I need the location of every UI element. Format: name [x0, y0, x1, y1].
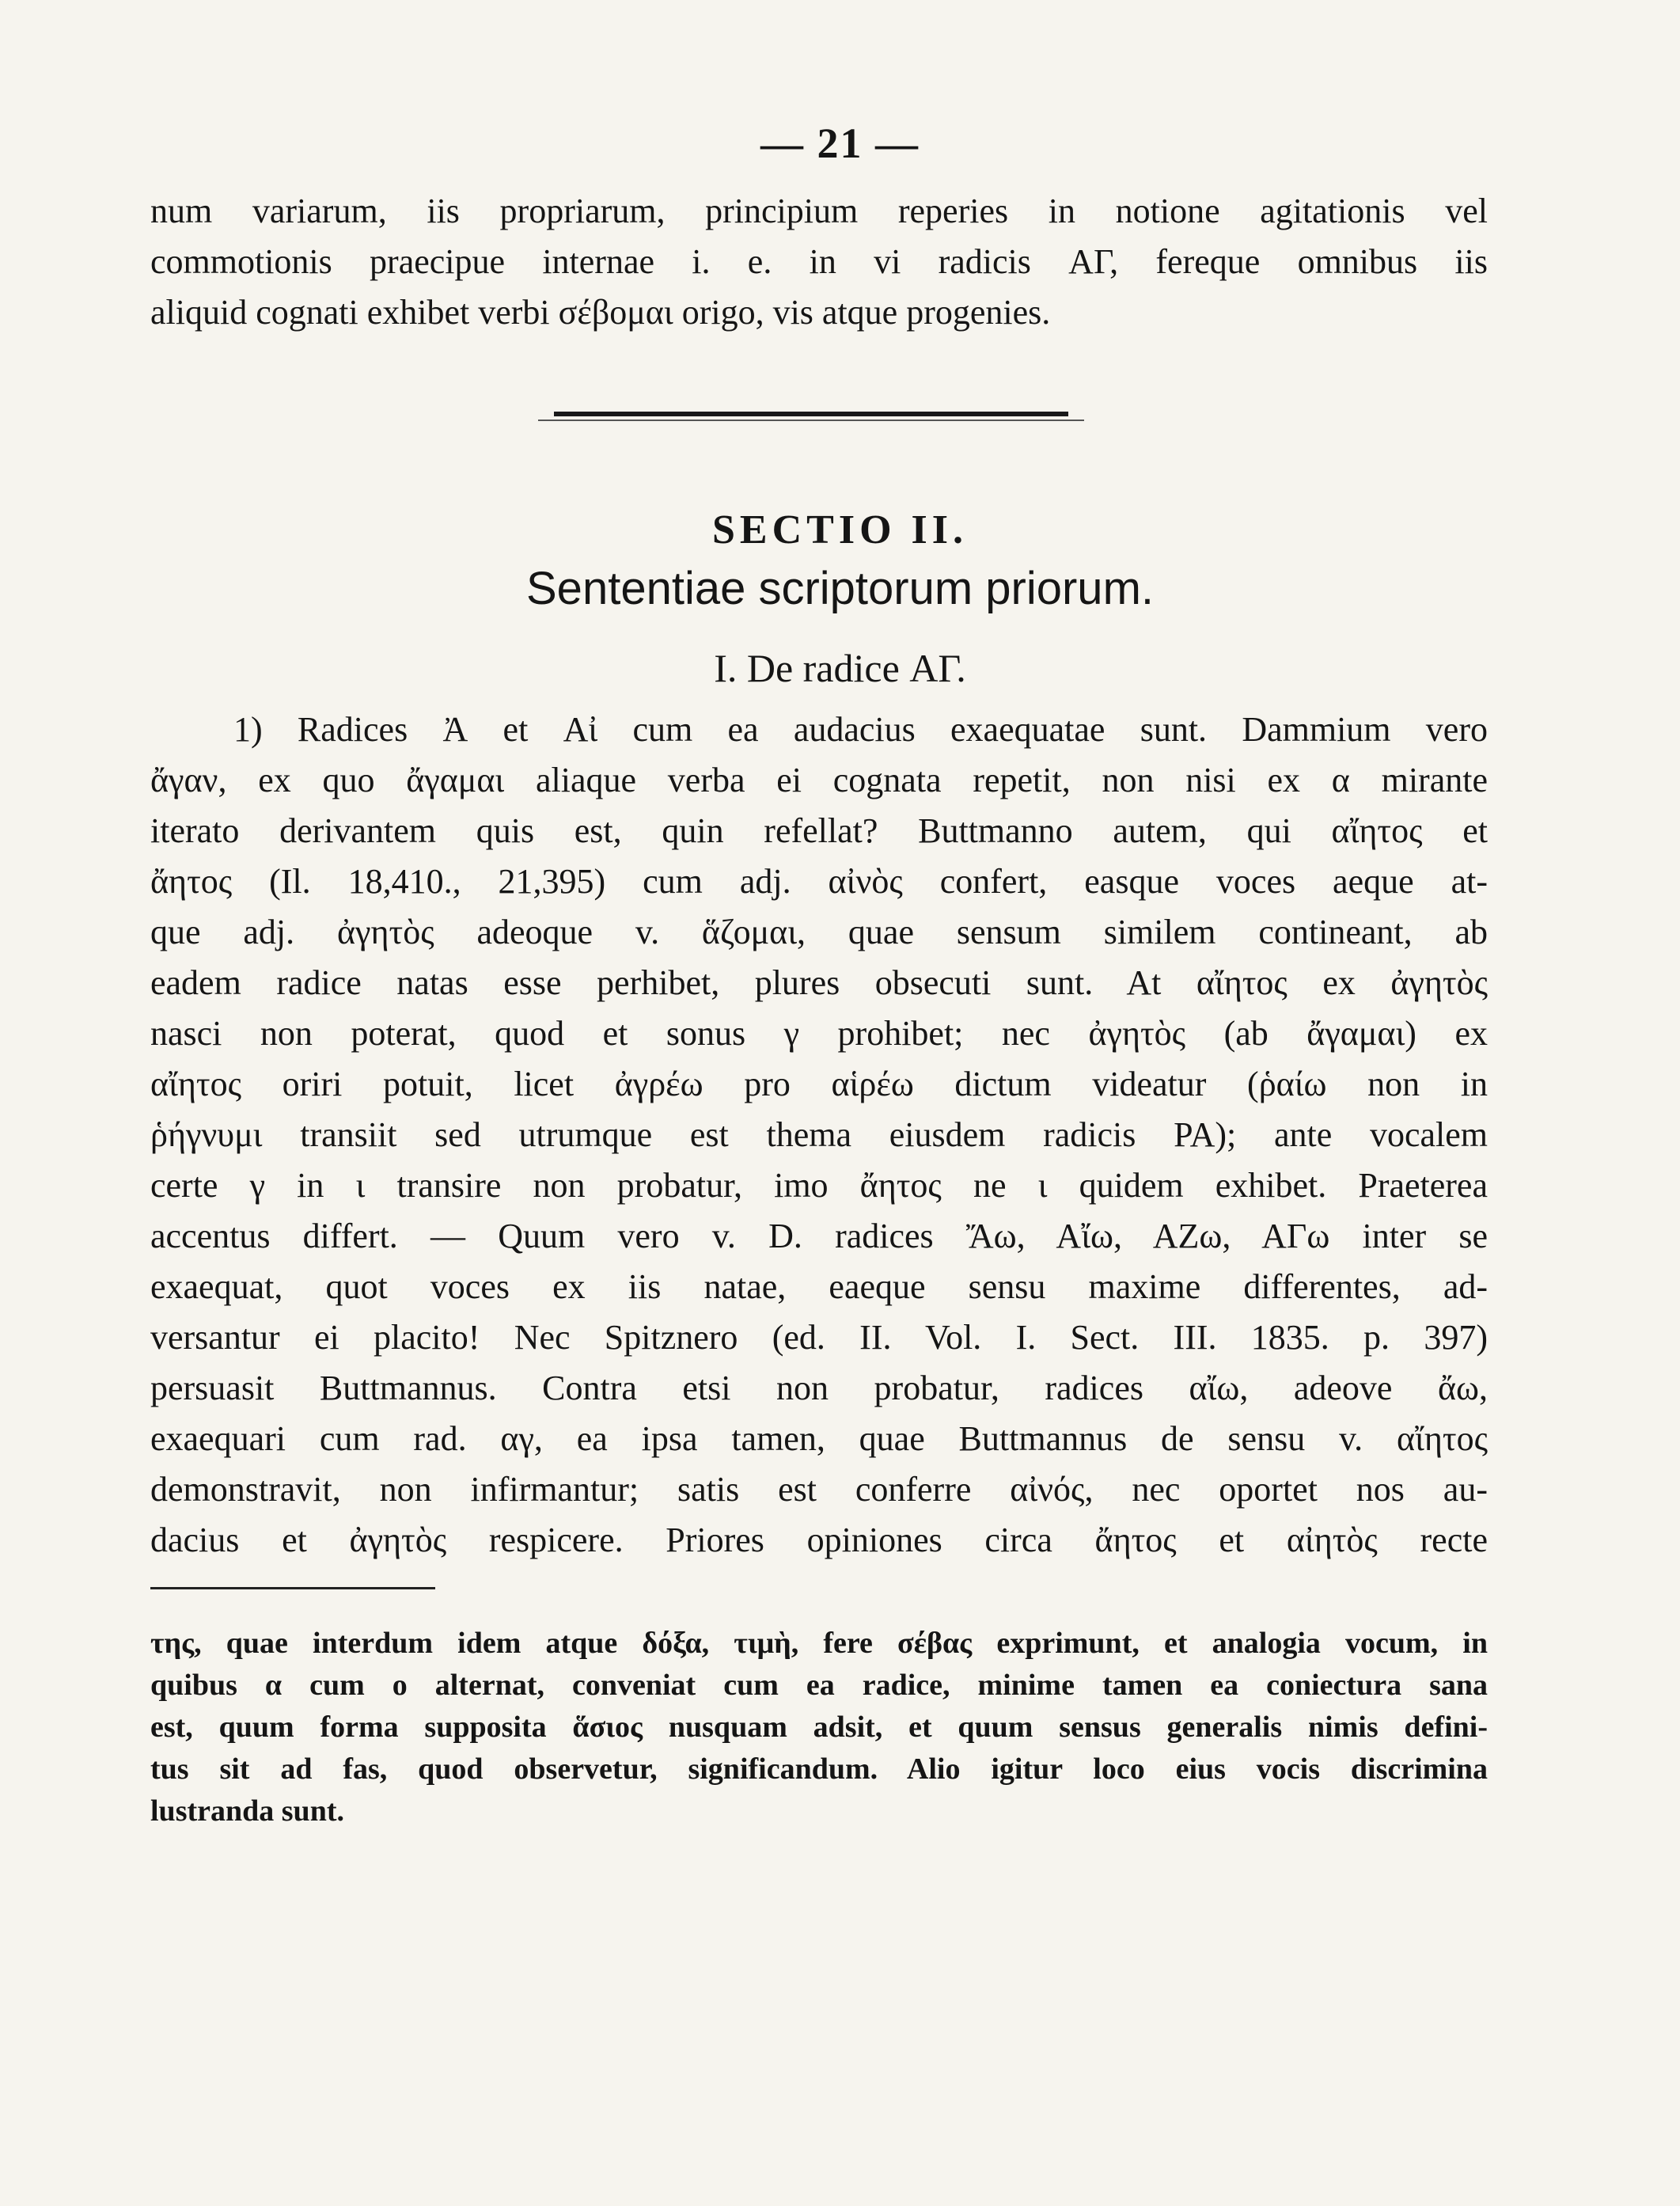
subsection-heading: I. De radice ΑΓ. — [714, 646, 966, 690]
text-line: ἄγαν, ex quo ἄγαμαι aliaque verba ei cognata repetit, non nisi ex α mirante — [150, 761, 1488, 799]
footnote-line: tus sit ad fas, quod observetur, significandum. Alio igitur loco eius vocis discrimina — [150, 1752, 1488, 1786]
text-line: certe γ in ι transire non probatur, imo ἄητος ne ι quidem exhibet. Praeterea — [150, 1166, 1488, 1205]
footnote-rule — [150, 1587, 435, 1589]
body-paragraph — [150, 704, 1488, 1566]
text-line: iterato derivantem quis est, quin refellat? Buttmanno autem, qui αἴητος et — [150, 811, 1488, 850]
text-line: ῥήγνυμι transiit sed utrumque est thema eiusdem radicis ΡΑ); ante vocalem — [150, 1115, 1488, 1154]
intro-paragraph — [150, 186, 1488, 338]
text-line: que adj. ἀγητὸς adeoque v. ἅζομαι, quae sensum similem contineant, ab — [150, 913, 1488, 951]
text-line: num variarum, iis propriarum, principium reperies in notione agitationis vel — [150, 192, 1488, 230]
section-divider-hairline — [538, 420, 1084, 421]
text-line: 1) Radices Ἀ et Αἰ cum ea audacius exaequatae sunt. Dammium vero — [233, 710, 1488, 749]
text-line: aliquid cognati exhibet verbi σέβομαι origo, vis atque progenies. — [150, 293, 1051, 332]
page-number: — 21 — — [760, 120, 920, 167]
text-line: versantur ei placito! Nec Spitznero (ed. II. Vol. I. Sect. III. 1835. p. 397) — [150, 1318, 1488, 1357]
text-line: ἄητος (Il. 18,410., 21,395) cum adj. αἰνὸς confert, easque voces aeque at- — [150, 862, 1488, 901]
text-line: accentus differt. — Quum vero v. D. radices Ἄω, Αἴω, ΑΖω, ΑΓω inter se — [150, 1217, 1488, 1255]
footnote-line: est, quum forma supposita ἅσιος nusquam adsit, et quum sensus generalis nimis defini- — [150, 1711, 1488, 1744]
footnote-line: quibus α cum ο alternat, conveniat cum ea radice, minime tamen ea coniectura sana — [150, 1669, 1488, 1702]
section-divider-rule — [554, 412, 1068, 416]
section-subtitle: Sententiae scriptorum priorum. — [526, 563, 1154, 614]
text-line: commotionis praecipue internae i. e. in vi radicis ΑΓ, fereque omnibus iis — [150, 242, 1488, 281]
text-line: exaequari cum rad. αγ, ea ipsa tamen, quae Buttmannus de sensu v. αἴητος — [150, 1419, 1488, 1458]
text-line: demonstravit, non infirmantur; satis est conferre αἰνός, nec oportet nos au- — [150, 1470, 1488, 1509]
text-line: eadem radice natas esse perhibet, plures obsecuti sunt. At αἴητος ex ἀγητὸς — [150, 963, 1488, 1002]
text-line: αἴητος oriri potuit, licet ἀγρέω pro αἱρέω dictum videatur (ῥαίω non in — [150, 1065, 1488, 1103]
footnote-line: lustranda sunt. — [150, 1794, 344, 1828]
text-line: dacius et ἀγητὸς respicere. Priores opiniones circa ἄητος et αἰητὸς recte — [150, 1521, 1488, 1559]
footnote-line: της, quae interdum idem atque δόξα, τιμὴ, fere σέβας exprimunt, et analogia vocum, in — [150, 1627, 1488, 1660]
footnote — [150, 1623, 1488, 1832]
text-line: persuasit Buttmannus. Contra etsi non probatur, radices αἴω, adeove ἄω, — [150, 1369, 1488, 1407]
section-title: SECTIO II. — [712, 507, 968, 552]
text-line: exaequat, quot voces ex iis natae, eaeque sensu maxime differentes, ad- — [150, 1267, 1488, 1306]
text-line: nasci non poterat, quod et sonus γ prohibet; nec ἀγητὸς (ab ἄγαμαι) ex — [150, 1014, 1488, 1053]
